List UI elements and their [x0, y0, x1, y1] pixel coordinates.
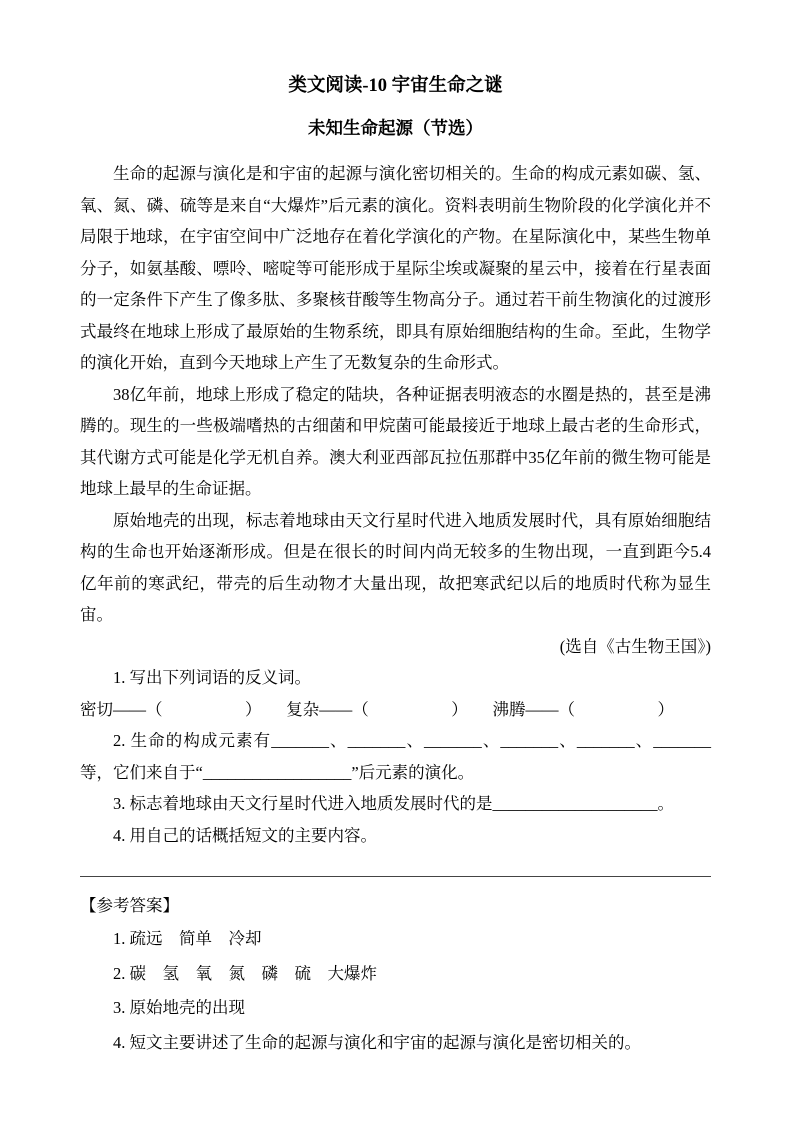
source-attribution: (选自《古生物王国》): [559, 636, 711, 656]
answer-2: 2. 碳 氢 氧 氮 磷 硫 大爆炸: [113, 963, 377, 983]
paragraph-life-origin: 生命的起源与演化是和宇宙的起源与演化密切相关的。生命的构成元素如碳、氢、氧、氮、磷、硫等是来自“大爆炸”后元素的演化。资料表明前生物阶段的化学演化并不局限于地球，在宇宙空间中广泛地存在着化学演化的产物。在星际演化中，某些生物单分子，如氨基酸、嘌呤、嘧啶等可能形成于星际尘埃或凝聚的星云中，接着在行星表面的一定条件下产生了像多肽、多聚核苷酸等生物高分子。通过若干前生物演化的过渡形式最终在地球上形成了最原始的生物系统，即具有原始细胞结构的生命。至此，生物学的演化开始，直到今天地球上产生了无数复杂的生命形式。: [80, 164, 711, 372]
doc-subtitle: 未知生命起源（节选）: [308, 118, 483, 138]
section-divider: [80, 876, 711, 877]
answers-header: 【参考答案】: [80, 896, 179, 915]
question-4: 4. 用自己的话概括短文的主要内容。: [113, 825, 377, 845]
question-1: 1. 写出下列词语的反义词。: [113, 668, 311, 687]
paragraph-primitive-crust: 原始地壳的出现，标志着地球由天文行星时代进入地质发展时代，具有原始细胞结构的生命也开始逐渐形成。但是在很长的时间内尚无较多的生物出现，一直到距今5.4亿年前的寒武纪，带壳的后生动物才大量出现，故把寒武纪以后的地质时代称为显生宙。: [80, 510, 711, 624]
answer-1: 1. 疏远 简单 冷却: [113, 929, 262, 948]
doc-title: 类文阅读-10 宇宙生命之谜: [288, 76, 503, 96]
paragraph-early-earth: 38亿年前，地球上形成了稳定的陆块，各种证据表明液态的水圈是热的，甚至是沸腾的。现生的一些极端嗜热的古细菌和甲烷菌可能最接近于地球上最古老的生命形式，其代谢方式可能是化学无机自养。澳大利亚西部瓦拉伍那群中35亿年前的微生物可能是地球上最早的生命证据。: [80, 384, 711, 498]
answer-4: 4. 短文主要讲述了生命的起源与演化和宇宙的起源与演化是密切相关的。: [113, 1032, 641, 1052]
question-3: 3. 标志着地球由天文行星时代进入地质发展时代的是____________________。: [113, 794, 674, 813]
question-1-blanks: 密切——（ ） 复杂——（ ） 沸腾——（ ）: [80, 699, 674, 719]
question-2: 2. 生命的构成元素有_______、_______、_______、_______、_______、_______等，它们来自于“__________________”后元素的演化。: [80, 731, 712, 782]
answer-3: 3. 原始地壳的出现: [113, 998, 245, 1017]
